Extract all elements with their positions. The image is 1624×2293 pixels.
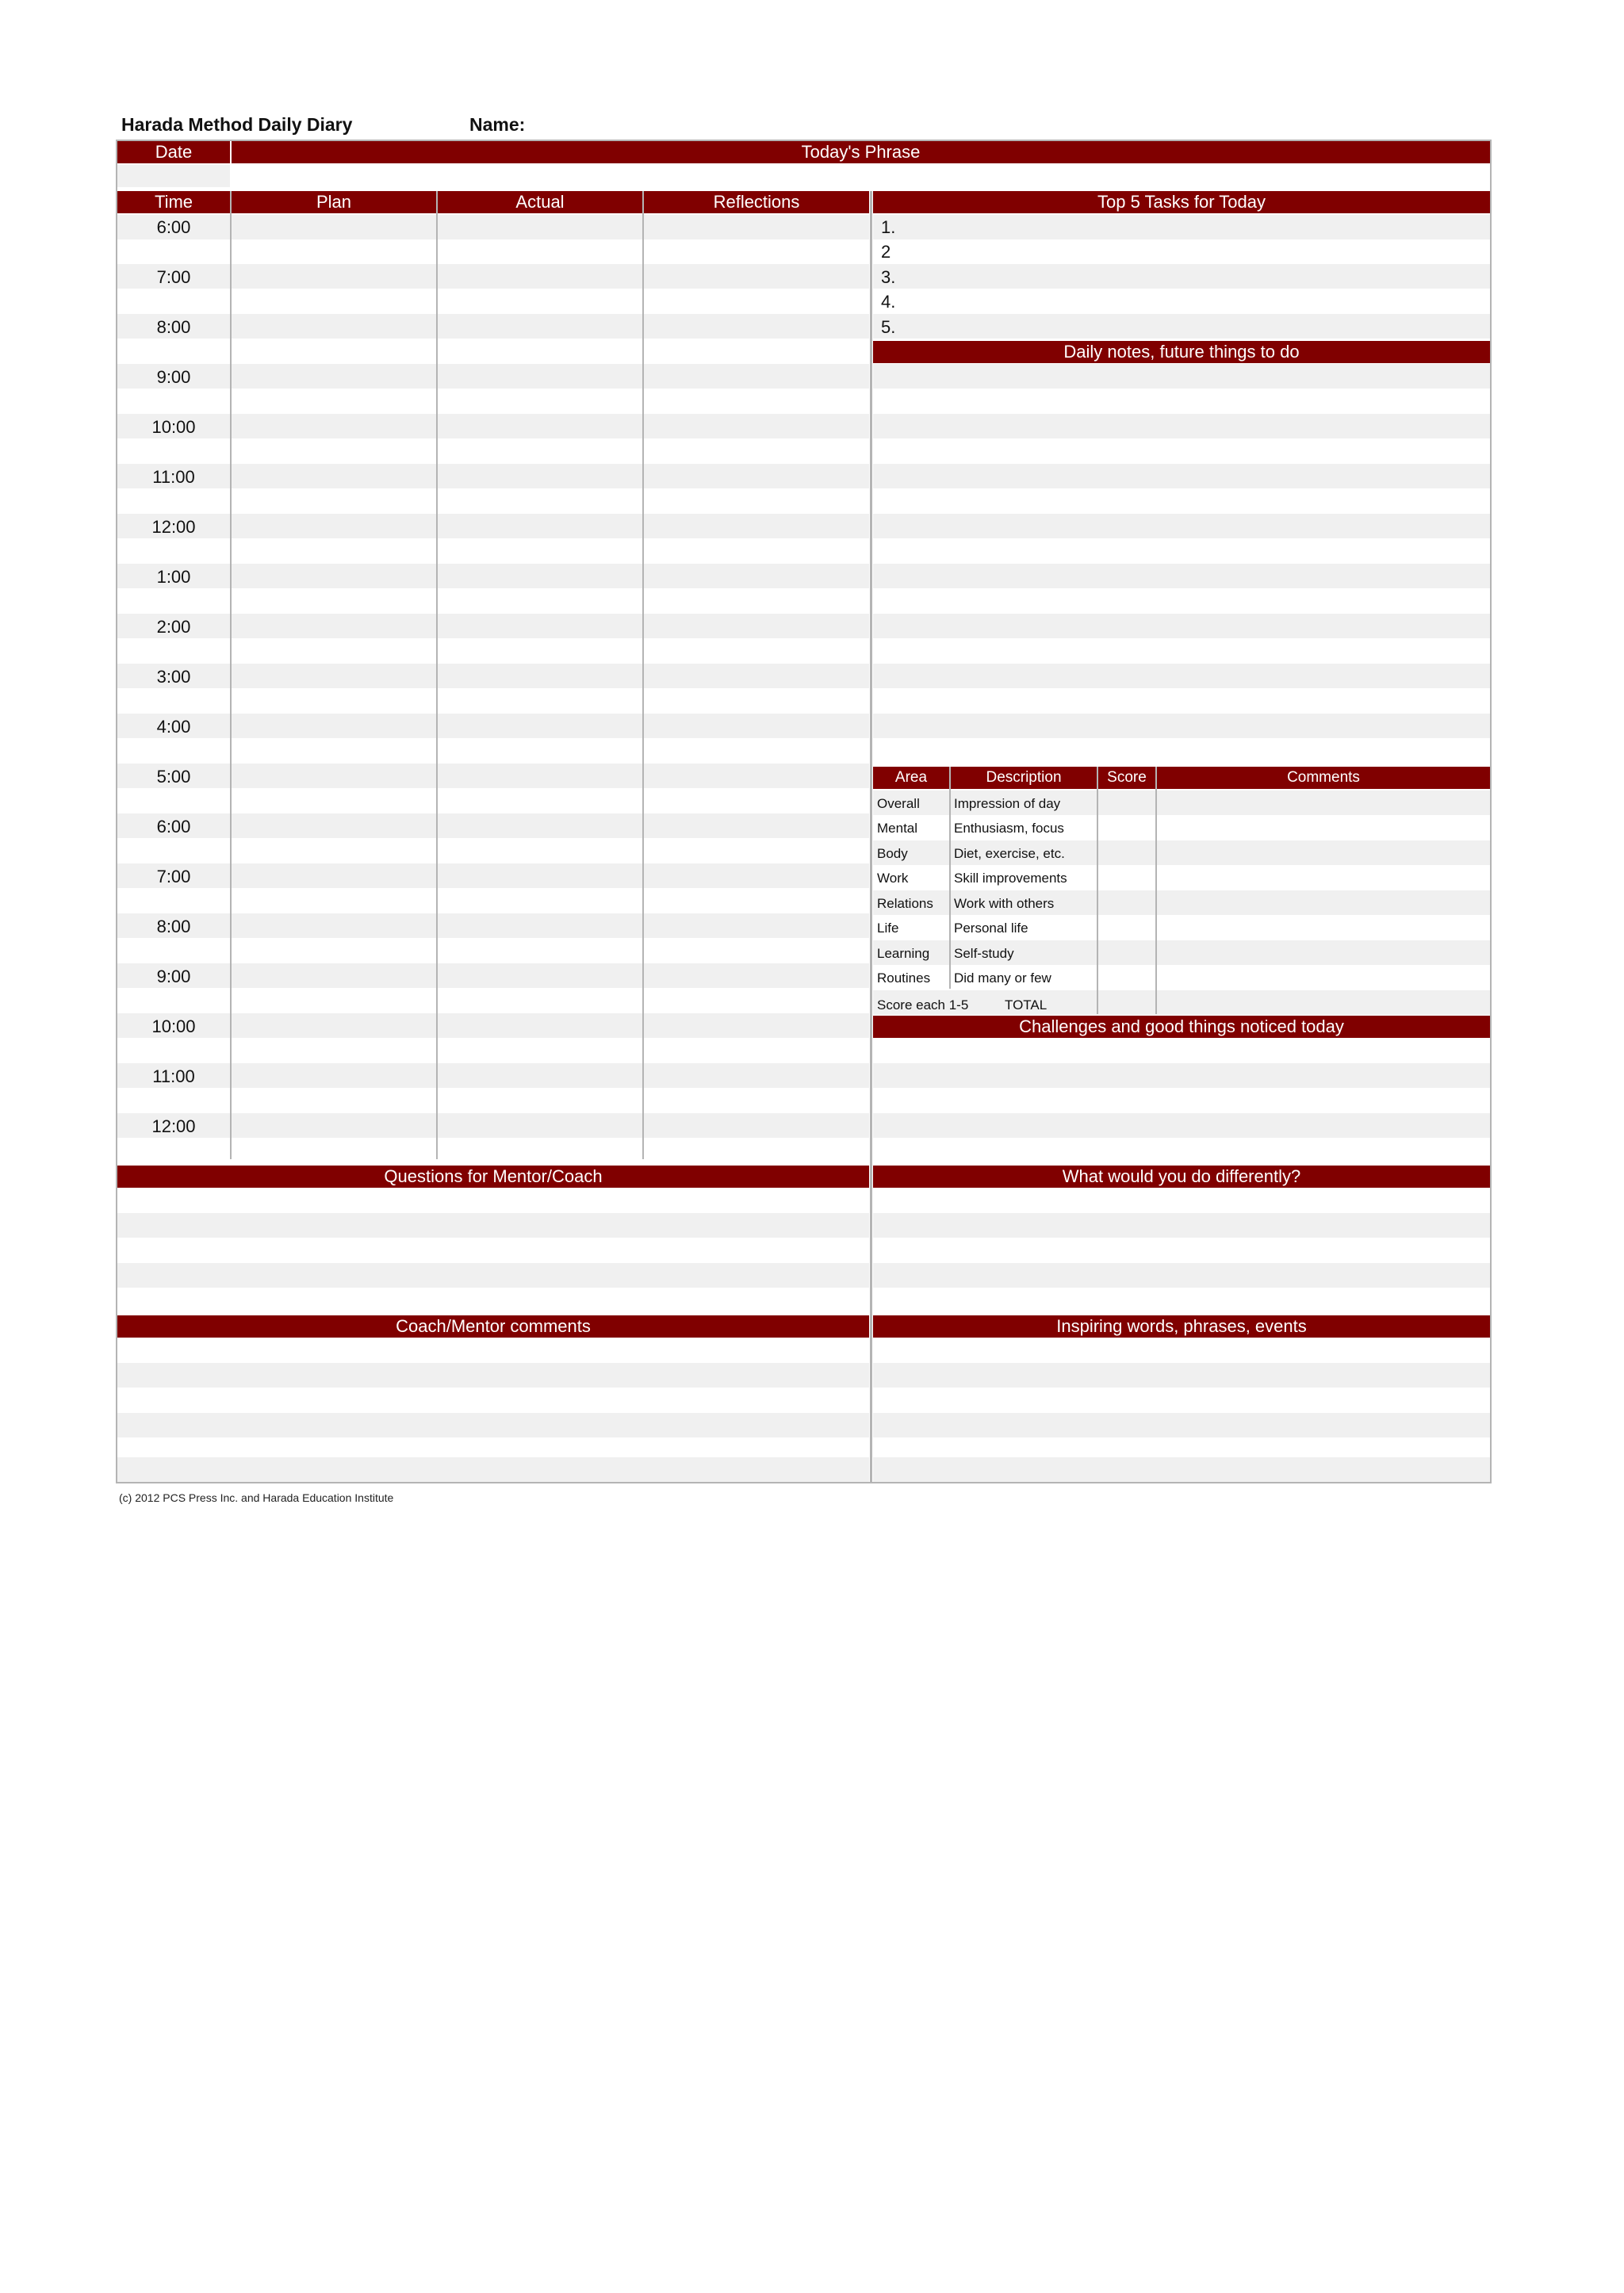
score-description: Skill improvements (954, 871, 1067, 886)
time-label: 3:00 (156, 667, 191, 687)
reflections-column-header: Reflections (644, 191, 869, 213)
differently-row[interactable] (873, 1213, 1490, 1238)
task-number: 2 (881, 242, 891, 262)
time-label: 6:00 (156, 817, 191, 836)
time-label: 8:00 (156, 317, 191, 337)
time-label: 2:00 (156, 617, 191, 637)
score-area-label: Life (877, 921, 899, 936)
comments-column-header: Comments (1157, 767, 1490, 789)
time-column-header: Time (117, 191, 230, 213)
coach-comments-header: Coach/Mentor comments (117, 1315, 869, 1338)
schedule-divider (436, 191, 438, 1159)
score-divider (1097, 767, 1098, 1014)
inspiring-header: Inspiring words, phrases, events (873, 1315, 1490, 1338)
score-area-label: Routines (877, 970, 931, 986)
coach-comments-row[interactable] (117, 1363, 869, 1388)
differently-row[interactable] (873, 1263, 1490, 1288)
time-label: 10:00 (151, 1016, 196, 1036)
task-number: 5. (881, 317, 896, 337)
time-label: 9:00 (156, 967, 191, 986)
notes-row[interactable] (873, 664, 1490, 688)
notes-row[interactable] (873, 364, 1490, 389)
score-area-label: Body (877, 846, 908, 861)
time-label: 4:00 (156, 717, 191, 737)
task-number: 1. (881, 217, 896, 237)
description-column-header: Description (951, 767, 1097, 789)
time-label: 6:00 (156, 217, 191, 237)
score-description: Enthusiasm, focus (954, 821, 1064, 836)
inspiring-row[interactable] (873, 1413, 1490, 1437)
task-number: 3. (881, 267, 896, 287)
time-label: 7:00 (156, 867, 191, 886)
notes-row[interactable] (873, 614, 1490, 638)
questions-header: Questions for Mentor/Coach (117, 1166, 869, 1188)
top-tasks-header: Top 5 Tasks for Today (873, 191, 1490, 213)
score-description: Diet, exercise, etc. (954, 846, 1065, 861)
todays-phrase-field[interactable] (232, 165, 1490, 187)
inspiring-row[interactable] (873, 1457, 1490, 1482)
questions-row[interactable] (117, 1263, 869, 1288)
score-area-label: Work (877, 871, 909, 886)
coach-comments-row[interactable] (117, 1413, 869, 1437)
notes-row[interactable] (873, 464, 1490, 488)
page-title: Harada Method Daily Diary (121, 114, 353, 135)
score-description: Did many or few (954, 970, 1051, 986)
score-description: Work with others (954, 896, 1055, 911)
daily-notes-header: Daily notes, future things to do (873, 341, 1490, 363)
score-scale-note: Score each 1-5 (877, 997, 969, 1013)
name-label: Name: (469, 114, 526, 135)
time-label: 12:00 (151, 517, 196, 537)
date-header: Date (117, 141, 230, 163)
notes-row[interactable] (873, 564, 1490, 588)
center-divider (870, 191, 872, 1483)
task-row[interactable] (873, 264, 1490, 289)
score-divider (949, 767, 951, 989)
score-description: Impression of day (954, 796, 1061, 811)
coach-comments-row[interactable] (117, 1457, 869, 1482)
score-column-header: Score (1098, 767, 1155, 789)
schedule-divider (642, 191, 644, 1159)
score-total-label: TOTAL (1005, 997, 1048, 1013)
todays-phrase-header: Today's Phrase (232, 141, 1490, 163)
area-column-header: Area (873, 767, 949, 789)
differently-header: What would you do differently? (873, 1166, 1490, 1188)
time-label: 7:00 (156, 267, 191, 287)
notes-row[interactable] (873, 514, 1490, 538)
time-label: 11:00 (152, 467, 195, 487)
challenges-header: Challenges and good things noticed today (873, 1016, 1490, 1038)
time-label: 12:00 (151, 1116, 196, 1136)
score-area-label: Mental (877, 821, 918, 836)
score-description: Self-study (954, 946, 1014, 961)
time-label: 11:00 (152, 1066, 195, 1086)
task-row[interactable] (873, 314, 1490, 339)
score-area-label: Overall (877, 796, 920, 811)
plan-column-header: Plan (232, 191, 436, 213)
task-number: 4. (881, 292, 896, 312)
copyright-footer: (c) 2012 PCS Press Inc. and Harada Education Institute (119, 1491, 394, 1504)
questions-row[interactable] (117, 1213, 869, 1238)
notes-row[interactable] (873, 714, 1490, 738)
time-label: 9:00 (156, 367, 191, 387)
actual-column-header: Actual (438, 191, 642, 213)
time-label: 5:00 (156, 767, 191, 787)
score-description: Personal life (954, 921, 1028, 936)
time-label: 10:00 (151, 417, 196, 437)
time-label: 1:00 (156, 567, 191, 587)
time-label: 8:00 (156, 917, 191, 936)
notes-row[interactable] (873, 414, 1490, 438)
challenges-row[interactable] (873, 1063, 1490, 1088)
score-area-label: Learning (877, 946, 930, 961)
score-divider (1155, 767, 1157, 1014)
inspiring-row[interactable] (873, 1363, 1490, 1388)
challenges-row[interactable] (873, 1113, 1490, 1138)
schedule-divider (230, 191, 232, 1159)
score-area-label: Relations (877, 896, 933, 911)
date-field[interactable] (117, 165, 230, 187)
task-row[interactable] (873, 215, 1490, 239)
